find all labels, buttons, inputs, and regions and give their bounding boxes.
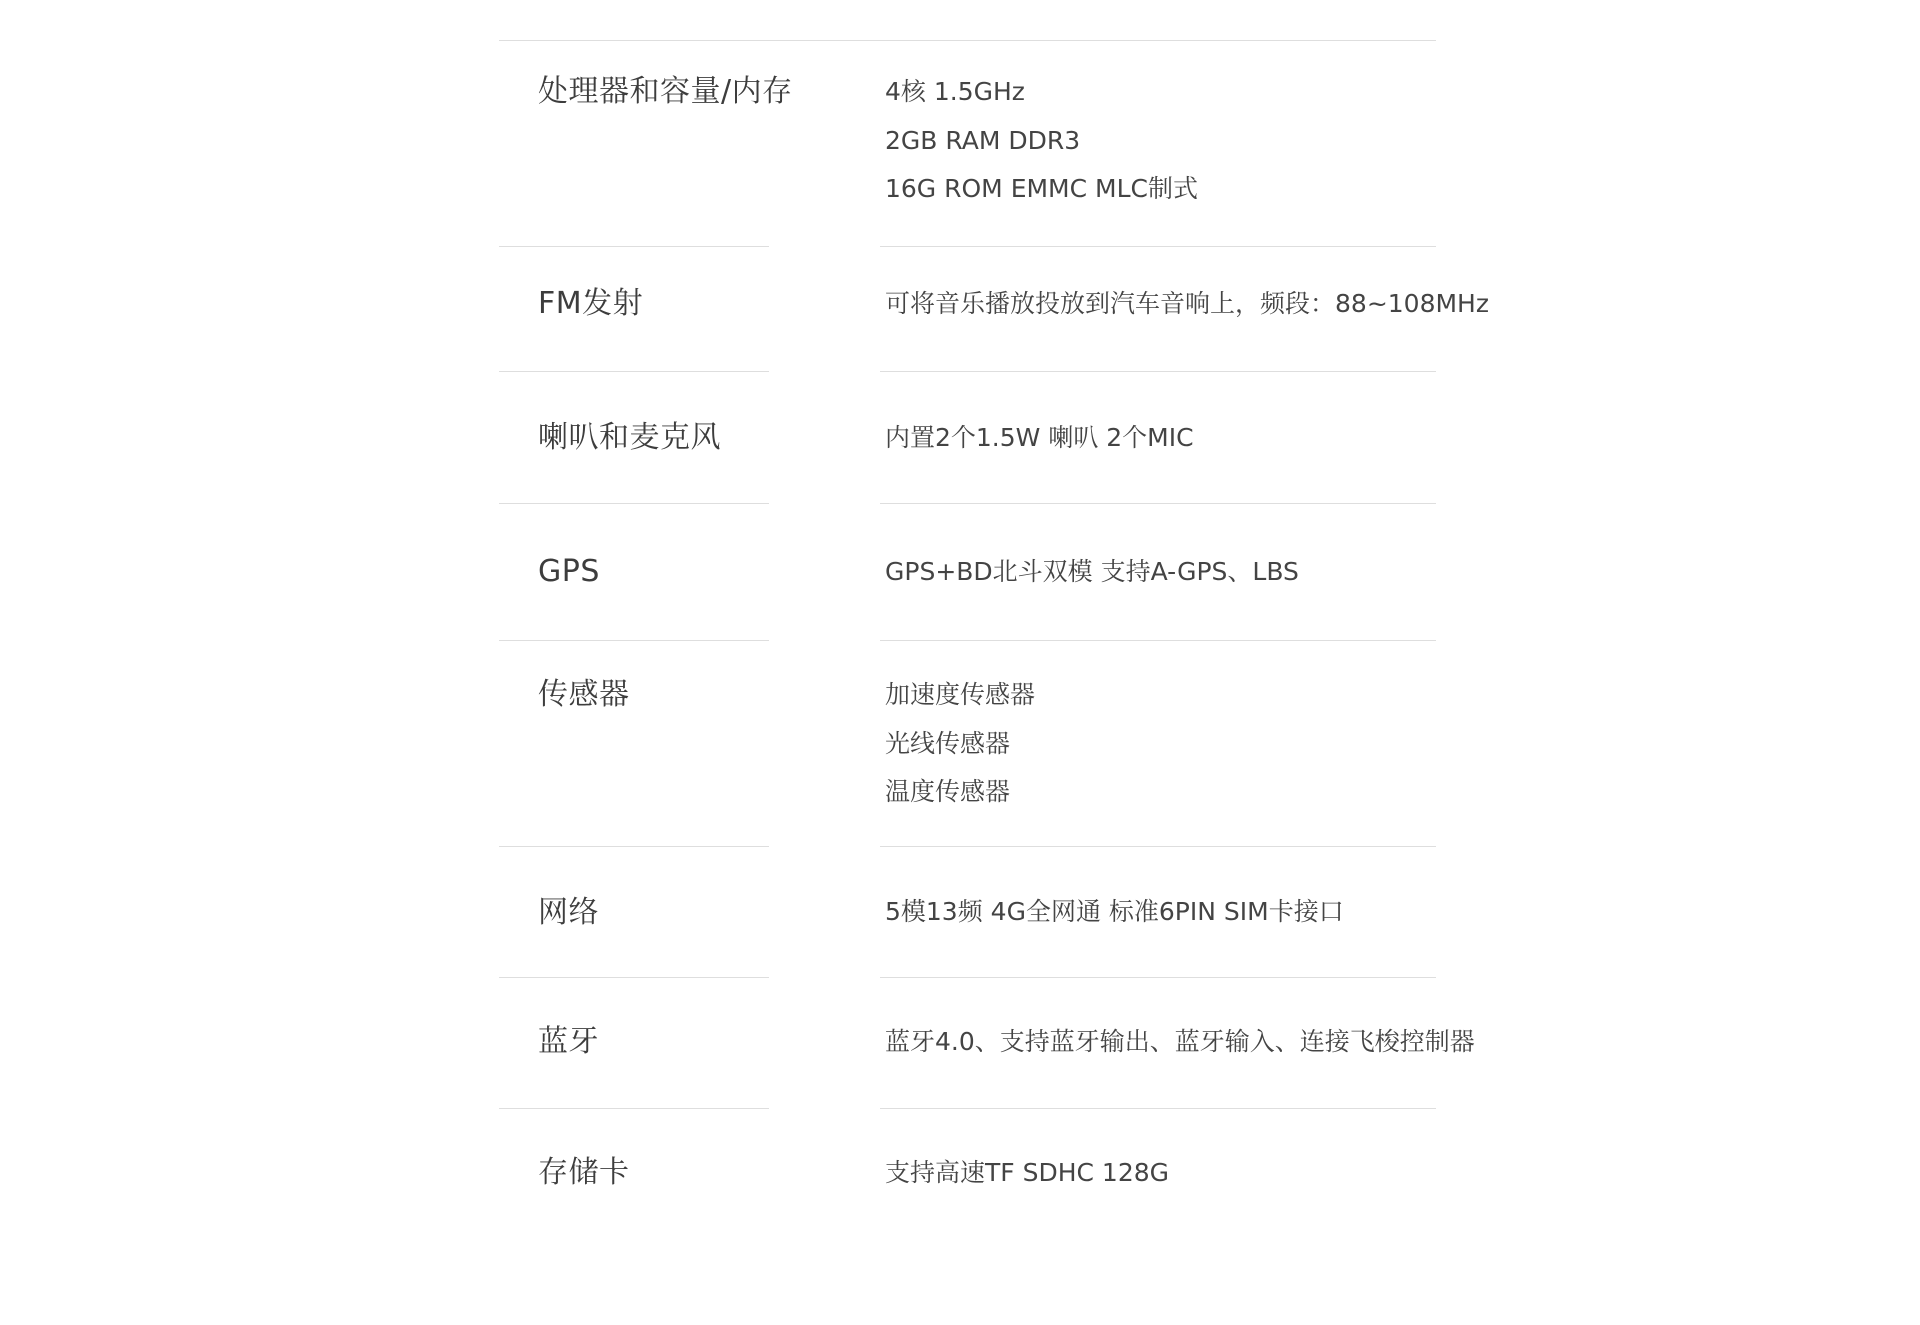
row-divider-right [880,246,1436,247]
row-divider-left [499,371,769,372]
spec-label-processor: 处理器和容量/内存 [538,74,793,109]
spec-value: GPS+BD北斗双模 支持A-GPS、LBS [885,557,1299,586]
spec-value: 可将音乐播放投放到汽车音响上，频段：88~108MHz [885,289,1489,318]
spec-value: 加速度传感器 [885,680,1036,709]
spec-label-speaker-mic: 喇叭和麦克风 [538,420,721,455]
row-divider-right [880,640,1436,641]
row-divider-left [499,846,769,847]
spec-values-bluetooth [885,1018,1475,1067]
row-divider-left [499,1108,769,1109]
spec-values-processor [885,68,1198,214]
row-divider-right [880,977,1436,978]
spec-values-speaker-mic [885,414,1194,463]
spec-values-network [885,888,1344,937]
row-divider-left [499,246,769,247]
table-top-divider [499,40,1436,41]
row-divider-left [499,640,769,641]
spec-label-fm: FM发射 [538,286,644,321]
spec-label-gps: GPS [538,554,600,589]
spec-value: 2GB RAM DDR3 [885,125,1081,155]
row-divider-right [880,371,1436,372]
spec-value: 16G ROM EMMC MLC制式 [885,174,1198,203]
row-divider-left [499,977,769,978]
spec-values-fm [885,280,1489,329]
row-divider-right [880,1108,1436,1109]
spec-value: 蓝牙4.0、支持蓝牙输出、蓝牙输入、连接飞梭控制器 [885,1027,1475,1056]
spec-value: 4核 1.5GHz [885,77,1025,106]
spec-label-network: 网络 [538,895,599,930]
spec-label-sensors: 传感器 [538,677,630,712]
spec-value: 光线传感器 [885,728,1011,758]
row-divider-right [880,503,1436,504]
spec-value: 内置2个1.5W 喇叭 2个MIC [885,423,1194,452]
spec-label-storage-card: 存储卡 [538,1155,630,1190]
spec-values-sensors [885,671,1035,817]
row-divider-right [880,846,1436,847]
spec-value: 5模13频 4G全网通 标准6PIN SIM卡接口 [885,897,1344,926]
spec-label-bluetooth: 蓝牙 [538,1024,599,1059]
row-divider-left [499,503,769,504]
spec-value: 支持高速TF SDHC 128G [885,1158,1170,1187]
spec-values-storage-card [885,1149,1169,1198]
spec-values-gps [885,548,1299,597]
spec-value: 温度传感器 [885,777,1011,806]
